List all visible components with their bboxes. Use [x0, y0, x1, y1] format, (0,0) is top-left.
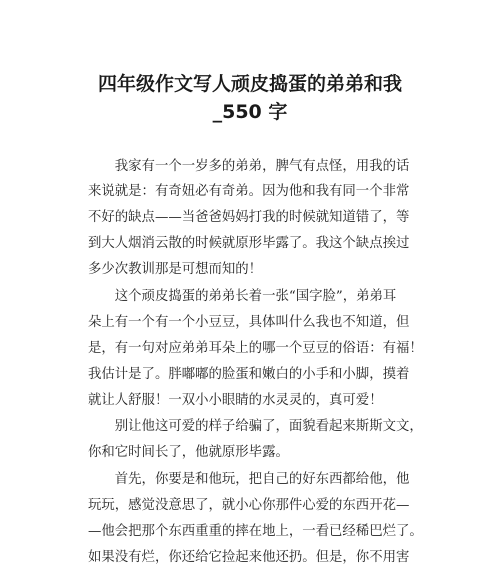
paragraph-line: 如果没有烂，你还给它捡起来他还扔。但是，你不用害	[88, 550, 410, 565]
paragraph-line: 这个顽皮捣蛋的弟弟长着一张“国字脸”，弟弟耳	[88, 289, 397, 304]
paragraph-line: 到大人烟消云散的时候就原形毕露了。我这个缺点挨过	[88, 236, 410, 251]
paragraph-line: 首先，你要是和他玩，把自己的好东西都给他，他	[88, 472, 410, 487]
paragraph-line: 别让他这可爱的样子给骗了，面貌看起来斯斯文文，	[88, 419, 423, 434]
paragraph-line: 朵上有一个有一个小豆豆，具体叫什么我也不知道，但	[88, 315, 410, 330]
paragraph-line: 就让人舒服！一双小小眼睛的水灵灵的，真可爱！	[88, 393, 383, 408]
paragraph-line: 来说就是：有奇妞必有奇弟。因为他和我有同一个非常	[88, 184, 410, 199]
paragraph-line: 我估计是了。胖嘟嘟的脸蛋和嫩白的小手和小脚，摸着	[88, 367, 410, 382]
paragraph-line: 不好的缺点——当爸爸妈妈打我的时候就知道错了，等	[88, 210, 410, 225]
document-title-line-2: _550 字	[212, 101, 288, 123]
paragraph-line: 是，有一句对应弟弟耳朵上的哪一个豆豆的俗语：有福！	[88, 341, 423, 356]
paragraph-line: 你和它时间长了，他就原形毕露。	[88, 445, 289, 460]
paragraph-line: 多少次教训那是可想而知的！	[88, 262, 263, 277]
paragraph-line: 玩玩，感觉没意思了，就小心你那件心爱的东西开花—	[88, 498, 410, 513]
paragraph-line: —他会把那个东西重重的摔在地上，一看已经稀巴烂了。	[88, 524, 423, 539]
document-title-line-1: 四年级作文写人顽皮捣蛋的弟弟和我	[97, 73, 402, 95]
paragraph-line: 我家有一个一岁多的弟弟，脾气有点怪，用我的话	[88, 159, 410, 174]
